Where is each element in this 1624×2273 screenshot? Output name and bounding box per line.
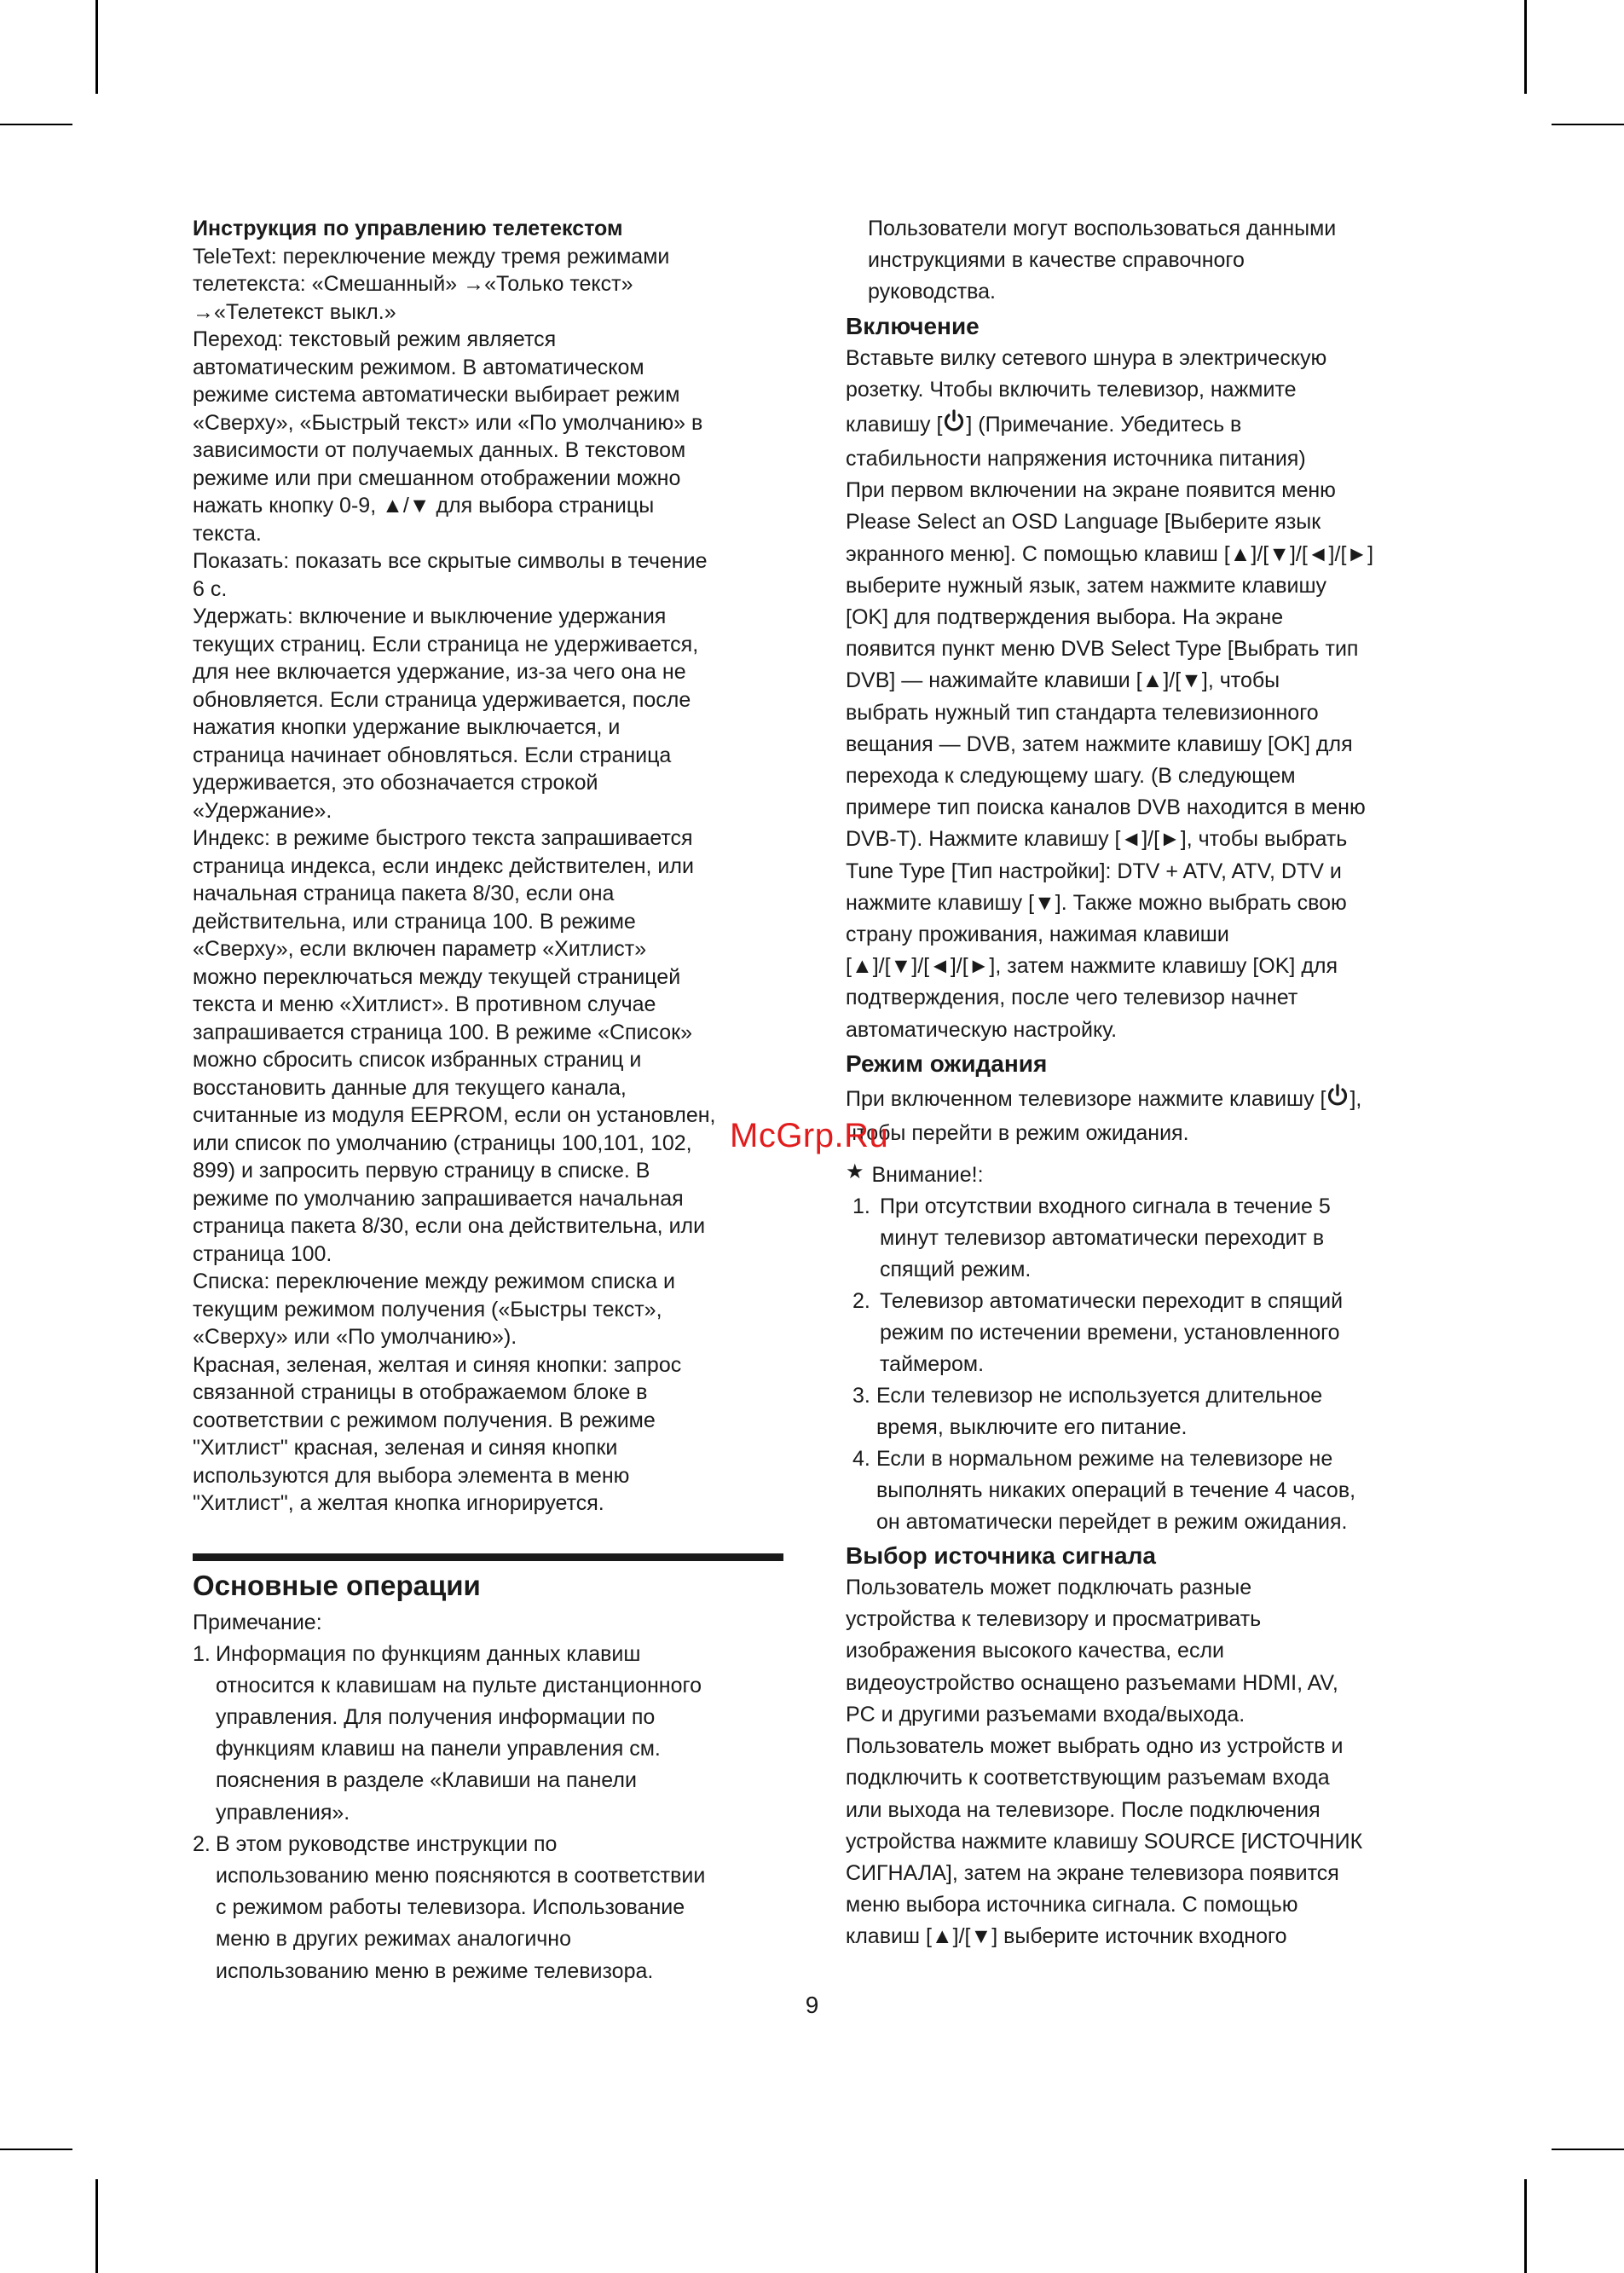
source-line: видеоустройство оснащено разъемами HDMI, AV, [846,1670,1338,1695]
power-on-line: примере тип поиска каналов DVB находится в меню [846,795,1366,820]
power-on-text-pre: клавишу [ [846,413,943,437]
note-text [216,1639,785,1829]
note-number: 2. [193,1831,211,1856]
power-icon [1326,1083,1349,1108]
teletext-line: Переход: текстовый режим является [193,327,557,351]
power-on-line: розетку. Чтобы включить телевизор, нажмите [846,377,1297,402]
note-line: Информация по функциям данных клавиш [216,1641,641,1666]
teletext-line: Удержать: включение и выключение удержания [193,604,667,628]
teletext-line: используются для выбора элемента в меню [193,1463,630,1488]
source-line: подключить к соответствующим разъемам входа [846,1766,1330,1790]
warning-line: выполнять никаких операций в течение 4 часов, [876,1478,1356,1503]
power-on-line: [OK] для подтверждения выбора. На экране [846,605,1284,630]
note-line: использованию меню в режиме телевизора. [216,1958,654,1983]
standby-line-with-icon [846,1080,1442,1118]
note-line: управления». [216,1800,350,1825]
teletext-line: обновляется. Если страница удерживается, после [193,687,691,712]
warnings-list [846,1191,1442,1538]
power-on-line-with-icon [846,406,1442,443]
note-line: пояснения в разделе «Клавиши на панели [216,1768,637,1793]
teletext-line: режиме по умолчанию запрашивается начальная [193,1186,684,1211]
teletext-line: «Сверху» или «По умолчанию»). [193,1325,517,1349]
note-item [193,1639,785,1829]
teletext-line: 6 с. [193,576,228,601]
note-line: меню в других режимах аналогично [216,1927,572,1952]
teletext-line: нажатия кнопки удержание выключается, и [193,715,621,739]
teletext-line: "Хитлист" красная, зеленая и синяя кнопки [193,1436,618,1460]
source-line: СИГНАЛА], затем на экране телевизора появится [846,1860,1339,1885]
power-on-line: DVB-T). Нажмите клавишу [◄]/[►], чтобы выбрать [846,827,1348,852]
note-line: управления. Для получения информации по [216,1704,656,1729]
power-on-line: выбрать нужный тип стандарта телевизионного [846,700,1319,725]
power-on-line: вещания — DVB, затем нажмите клавишу [OK] для [846,732,1353,756]
power-on-line: страну проживания, нажимая клавиши [846,923,1229,947]
note-number: 1. [193,1641,211,1666]
teletext-line: «Сверху», «Быстрый текст» или «По умолчанию» в [193,410,703,435]
teletext-line: соответствии с режимом получения. В режиме [193,1408,656,1432]
teletext-line: страница начинает обновляться. Если страница [193,743,672,767]
warning-item [846,1443,1442,1538]
crop-mark-bottom-left-h [0,2149,72,2150]
teletext-line: можно сбросить список избранных страниц и [193,1048,642,1072]
page-number: 9 [805,1992,819,2018]
right-column [846,215,1442,1953]
notes-list [193,1639,785,1987]
note-item [193,1829,785,1987]
warning-line: спящий режим. [880,1258,1032,1282]
teletext-line: →«Телетекст выкл.» [193,299,396,324]
warning-text [876,1380,1442,1443]
crop-mark-top-left [95,0,98,94]
teletext-line: связанной страницы в отображаемом блоке в [193,1380,648,1404]
intro-line: руководства. [868,280,996,304]
power-on-line: стабильности напряжения источника питания) [846,447,1306,471]
teletext-line: страница пакета 8/30, если она действительна, или [193,1214,706,1238]
source-body [846,1572,1442,1952]
note-line: В этом руководстве инструкции по [216,1831,558,1856]
teletext-line: режиме система автоматически выбирает режим [193,383,680,407]
crop-mark-bottom-right [1524,2179,1527,2273]
power-on-line: [▲]/[▼]/[◄]/[►], затем нажмите клавишу [OK] для [846,954,1338,979]
note-text [216,1829,785,1987]
teletext-line: можно переключаться между текущей страницей [193,964,681,989]
warning-item [846,1286,1442,1380]
teletext-line: режиме или при смешанном отображении можно [193,466,681,490]
teletext-line: текста и меню «Хитлист». В противном случае [193,992,656,1016]
power-on-line: автоматическую настройку. [846,1017,1118,1042]
teletext-line: страница индекса, если индекс действителен, или [193,853,694,878]
teletext-line: текста. [193,521,262,546]
teletext-line: 899) и запросить первую страницу в списке. В [193,1159,650,1183]
watermark-text: McGrp.Ru [730,1117,889,1154]
standby-text-post: ], [1349,1086,1362,1111]
source-line: или выхода на телевизоре. После подключения [846,1797,1321,1822]
warning-line: он автоматически перейдет в режим ожидания. [876,1510,1348,1535]
power-on-line: экранного меню]. С помощью клавиш [▲]/[▼]/[◄]/[►] [846,541,1374,566]
source-heading: Выбор источника сигнала [846,1542,1156,1570]
warning-number: 4. [852,1447,870,1472]
teletext-line: текущим режимом получения («Быстры текст», [193,1297,662,1322]
crop-mark-bottom-right-h [1552,2149,1624,2150]
left-column [193,215,785,1987]
standby-text-pre: При включенном телевизоре нажмите клавишу [ [846,1086,1326,1111]
teletext-line: Красная, зеленая, желтая и синяя кнопки: запрос [193,1352,682,1377]
teletext-line: действительна, или страница 100. В режиме [193,909,636,934]
source-line: устройства нажмите клавишу SOURCE [ИСТОЧНИК [846,1829,1363,1854]
power-on-line: подтверждения, после чего телевизор начнет [846,986,1298,1010]
teletext-body [193,243,785,1518]
warning-line: режим по истечении времени, установленного [880,1321,1340,1345]
teletext-heading: Инструкция по управлению телетекстом [193,217,623,240]
power-icon [942,408,966,434]
warning-label: Внимание!: [871,1163,984,1188]
crop-mark-top-left-h [0,124,72,125]
crop-mark-top-right-h [1552,124,1624,125]
note-line: относится к клавишам на пульте дистанционного [216,1673,702,1698]
standby-heading: Режим ожидания [846,1050,1048,1077]
power-on-text-post: ] (Примечание. Убедитесь в [966,413,1242,437]
warning-number: 3. [852,1384,870,1408]
warning-line: время, выключите его питание. [876,1415,1188,1440]
power-on-line: нажмите клавишу [▼]. Также можно выбрать свою [846,890,1347,915]
teletext-line: Списка: переключение между режимом списка и [193,1270,675,1293]
intro-text [846,213,1442,309]
basic-operations-title: Основные операции [193,1569,481,1601]
source-line: устройства к телевизору и просматривать [846,1607,1262,1632]
star-icon: ★ [846,1160,864,1184]
power-on-line: При первом включении на экране появится меню [846,478,1336,503]
teletext-line: нажать кнопку 0-9, ▲/▼ для выбора страницы [193,494,655,518]
teletext-line: телетекста: «Смешанный» →«Только текст» [193,272,633,296]
note-line: функциям клавиш на панели управления см. [216,1737,661,1761]
source-line: Пользователь может подключать разные [846,1576,1252,1600]
teletext-line: автоматическим режимом. В автоматическом [193,355,644,379]
teletext-line: «Сверху», если включен параметр «Хитлист» [193,937,647,961]
warning-line: При отсутствии входного сигнала в течение 5 [880,1194,1331,1219]
source-line: PC и другими разъемами входа/выхода. [846,1702,1245,1726]
section-divider [193,1553,783,1561]
warning-line: Если телевизор не используется длительное [876,1384,1323,1408]
power-on-body [846,443,1442,1046]
intro-line: Пользователи могут воспользоваться данными [868,217,1337,240]
teletext-line: считанные из модуля EEPROM, если он установлен, [193,1103,716,1127]
note-line: использованию меню поясняются в соответствии [216,1863,706,1888]
crop-mark-bottom-left [95,2179,98,2273]
teletext-line: текущих страниц. Если страница не удерживается, [193,632,699,656]
power-on-line: появится пункт меню DVB Select Type [Выбрать тип [846,637,1359,662]
warning-item [846,1191,1442,1286]
teletext-line: «Удержание». [193,798,332,823]
power-on-line: Вставьте вилку сетевого шнура в электрическую [846,345,1327,370]
warning-line: Телевизор автоматически переходит в спящий [880,1289,1344,1314]
teletext-line: для нее включается удержание, из-за чего она не [193,660,686,684]
crop-mark-top-right [1524,0,1527,94]
teletext-line: TeleText: переключение между тремя режимами [193,244,670,269]
warning-line: Если в нормальном режиме на телевизоре не [876,1447,1333,1472]
power-on-line: Tune Type [Тип настройки]: DTV + ATV, ATV, DTV и [846,859,1342,883]
power-on-line: перехода к следующему шагу. (В следующем [846,764,1296,789]
warning-number: 1. [852,1194,870,1219]
teletext-line: Индекс: в режиме быстрого текста запрашивается [193,826,693,850]
warning-text [880,1191,1442,1286]
teletext-line: зависимости от получаемых данных. В текстовом [193,438,686,462]
note-line: с режимом работы телевизора. Использование [216,1895,685,1920]
teletext-line: Показать: показать все скрытые символы в течение [193,549,708,573]
source-line: изображения высокого качества, если [846,1639,1225,1663]
teletext-line: страница 100. [193,1241,332,1266]
warning-text [876,1443,1442,1538]
source-line: Пользователь может выбрать одно из устройств и [846,1734,1344,1759]
warning-line: таймером. [880,1352,985,1377]
note-label: Примечание: [193,1610,322,1634]
power-on-line: DVB] — нажимайте клавиши [▲]/[▼], чтобы [846,668,1280,693]
source-line: клавиш [▲]/[▼] выберите источник входного [846,1924,1287,1949]
power-on-line: Please Select an OSD Language [Выберите язык [846,510,1321,535]
warning-number: 2. [852,1289,870,1314]
warning-heading [846,1156,1442,1191]
power-on-line: выберите нужный язык, затем нажмите клавишу [846,573,1327,598]
source-line: меню выбора источника сигнала. С помощью [846,1893,1298,1917]
warning-line: минут телевизор автоматически переходит в [880,1226,1325,1251]
intro-line: инструкциями в качестве справочного [868,248,1245,273]
teletext-line: "Хитлист", а желтая кнопка игнорируется. [193,1491,604,1515]
warning-item [846,1380,1442,1443]
power-on-heading: Включение [846,312,980,339]
teletext-line: удерживается, это обозначается строкой [193,771,598,795]
teletext-line: или список по умолчанию (страницы 100,101, 102, [193,1131,692,1155]
teletext-line: начальная страница пакета 8/30, если она [193,882,615,905]
warning-text [880,1286,1442,1380]
teletext-line: восстановить данные для текущего канала, [193,1075,627,1100]
standby-line: чтобы перейти в режим ожидания. [846,1120,1189,1145]
teletext-line: запрашивается страница 100. В режиме «Список» [193,1020,693,1044]
